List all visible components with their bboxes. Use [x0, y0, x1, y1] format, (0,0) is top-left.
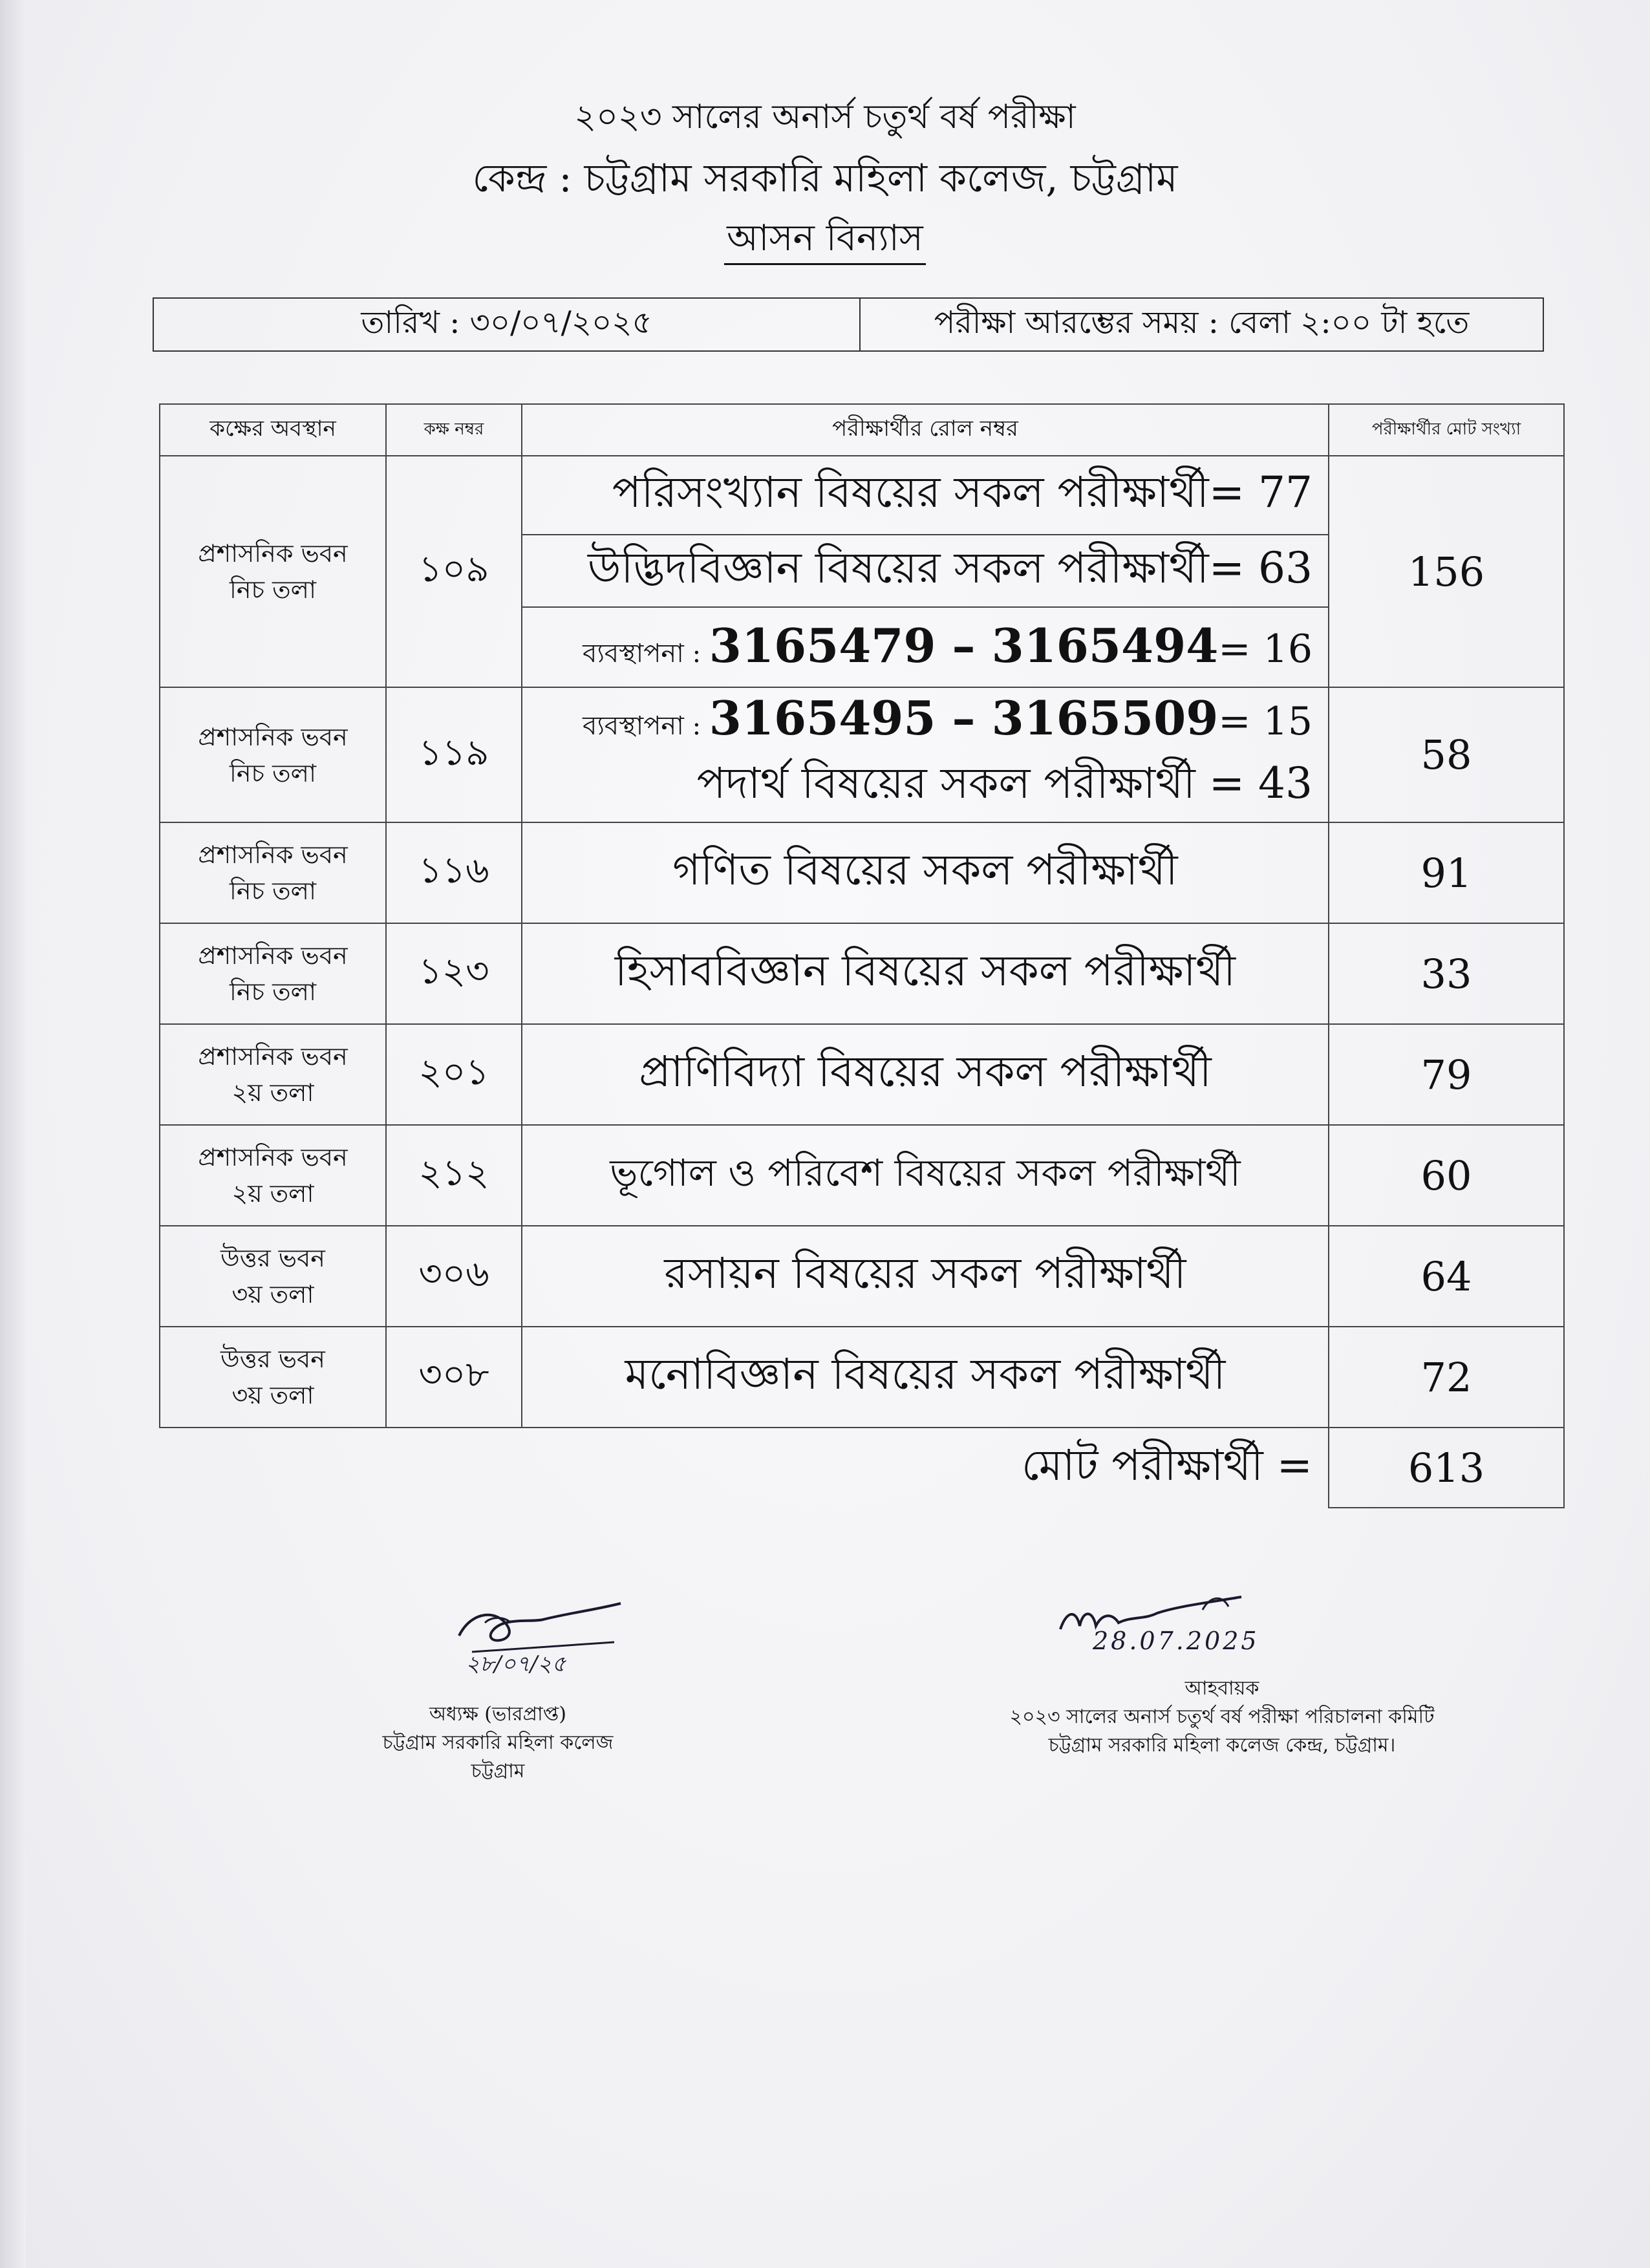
- student-count: 79: [1329, 1024, 1564, 1125]
- location-cell: [160, 1327, 386, 1428]
- convener-committee: ২০২৩ সালের অনার্স চতুর্থ বর্ষ পরীক্ষা পরিচালনা কমিটি: [1009, 1706, 1435, 1728]
- total-label: মোট পরীক্ষার্থী =: [160, 1428, 1329, 1508]
- location-floor: ৩য় তলা: [231, 1280, 314, 1309]
- room-number: ১২৩: [386, 923, 522, 1024]
- table-row: [160, 1024, 1564, 1125]
- room-number: ২০১: [386, 1024, 522, 1125]
- location-cell: [160, 687, 386, 822]
- seat-plan-table: [159, 403, 1565, 1508]
- roll-line: উদ্ভিদবিজ্ঞান বিষয়ের সকল পরীক্ষার্থী= 63: [522, 535, 1329, 607]
- header-total: পরীক্ষার্থীর মোট সংখ্যা: [1329, 404, 1564, 456]
- total-row: [160, 1428, 1564, 1508]
- location-building: প্রশাসনিক ভবন: [198, 1042, 348, 1071]
- room-number: ৩০৬: [386, 1226, 522, 1327]
- exam-date: তারিখ : ৩০/০৭/২০২৫: [154, 299, 861, 350]
- location-floor: নিচ তলা: [230, 575, 316, 604]
- table-row: [160, 456, 1564, 535]
- table-row: [160, 1327, 1564, 1428]
- table-row: [160, 1125, 1564, 1226]
- student-count: 60: [1329, 1125, 1564, 1226]
- location-building: প্রশাসনিক ভবন: [198, 722, 348, 751]
- location-floor: নিচ তলা: [230, 877, 316, 905]
- location-building: প্রশাসনিক ভবন: [198, 539, 348, 568]
- roll-description: ভূগোল ও পরিবেশ বিষয়ের সকল পরীক্ষার্থী: [522, 1125, 1329, 1226]
- roll-range: 3165479 – 3165494: [709, 618, 1219, 673]
- range-count: = 15: [1218, 698, 1312, 744]
- seat-plan-heading: [0, 210, 1650, 271]
- student-count: 64: [1329, 1226, 1564, 1327]
- range-count: = 16: [1218, 626, 1312, 672]
- roll-range: 3165495 – 3165509: [709, 690, 1219, 745]
- principal-city: চট্টগ্রাম: [471, 1760, 525, 1782]
- location-floor: ২য় তলা: [231, 1179, 314, 1208]
- student-count: 33: [1329, 923, 1564, 1024]
- table-row: [160, 687, 1564, 751]
- student-count: 91: [1329, 822, 1564, 923]
- roll-description: মনোবিজ্ঞান বিষয়ের সকল পরীক্ষার্থী: [522, 1327, 1329, 1428]
- location-floor: ২য় তলা: [231, 1078, 314, 1107]
- convener-signature-block: [892, 1674, 1552, 1760]
- location-building: প্রশাসনিক ভবন: [198, 941, 348, 970]
- roll-description: হিসাববিজ্ঞান বিষয়ের সকল পরীক্ষার্থী: [522, 923, 1329, 1024]
- principal-signature-date: ২৮/০৭/২৫: [466, 1651, 566, 1677]
- date-time-bar: [153, 297, 1544, 352]
- principal-title: অধ্যক্ষ (ভারপ্রাপ্ত): [429, 1703, 567, 1726]
- scan-edge: [0, 0, 26, 2268]
- student-count: 72: [1329, 1327, 1564, 1428]
- grand-total: 613: [1329, 1428, 1564, 1508]
- subject-label: ব্যবস্থাপনা :: [583, 711, 709, 741]
- student-count: 156: [1329, 456, 1564, 687]
- location-cell: [160, 456, 386, 687]
- table-row: [160, 822, 1564, 923]
- subject-label: ব্যবস্থাপনা :: [583, 639, 709, 669]
- convener-college: চট্টগ্রাম সরকারি মহিলা কলেজ কেন্দ্র, চট্টগ্রাম।: [1048, 1734, 1396, 1757]
- roll-description: প্রাণিবিদ্যা বিষয়ের সকল পরীক্ষার্থী: [522, 1024, 1329, 1125]
- location-floor: নিচ তলা: [230, 978, 316, 1006]
- student-count: 58: [1329, 687, 1564, 822]
- location-floor: ৩য় তলা: [231, 1381, 314, 1409]
- center-name: কেন্দ্র : চট্টগ্রাম সরকারি মহিলা কলেজ, চট্টগ্রাম: [472, 156, 1178, 201]
- table-row: [160, 1226, 1564, 1327]
- roll-range-line: [522, 607, 1329, 687]
- principal-signature-block: [336, 1700, 659, 1786]
- room-number: ১১৬: [386, 822, 522, 923]
- location-cell: [160, 923, 386, 1024]
- room-number: ৩০৮: [386, 1327, 522, 1428]
- location-building: উত্তর ভবন: [220, 1244, 325, 1272]
- header-roll: পরীক্ষার্থীর রোল নম্বর: [522, 404, 1329, 456]
- convener-signature-date: 28.07.2025: [1093, 1627, 1259, 1655]
- roll-description: রসায়ন বিষয়ের সকল পরীক্ষার্থী: [522, 1226, 1329, 1327]
- location-floor: নিচ তলা: [230, 758, 316, 787]
- roll-line: পরিসংখ্যান বিষয়ের সকল পরীক্ষার্থী= 77: [522, 456, 1329, 535]
- location-building: উত্তর ভবন: [220, 1345, 325, 1373]
- convener-title: আহবায়ক: [1184, 1677, 1259, 1700]
- header-room: কক্ষ নম্বর: [386, 404, 522, 456]
- exam-start-time: পরীক্ষা আরম্ভের সময় : বেলা ২:০০ টা হতে: [934, 304, 1470, 341]
- location-cell: [160, 1024, 386, 1125]
- room-number: ১০৯: [386, 456, 522, 687]
- table-row: [160, 923, 1564, 1024]
- exam-title: ২০২৩ সালের অনার্স চতুর্থ বর্ষ পরীক্ষা: [574, 98, 1076, 136]
- table-header-row: [160, 404, 1564, 456]
- principal-college: চট্টগ্রাম সরকারি মহিলা কলেজ: [382, 1731, 614, 1754]
- location-cell: [160, 1226, 386, 1327]
- location-building: প্রশাসনিক ভবন: [198, 840, 348, 869]
- header-location: কক্ষের অবস্থান: [160, 404, 386, 456]
- roll-description: গণিত বিষয়ের সকল পরীক্ষার্থী: [522, 822, 1329, 923]
- location-cell: [160, 822, 386, 923]
- room-number: ২১২: [386, 1125, 522, 1226]
- location-building: প্রশাসনিক ভবন: [198, 1143, 348, 1171]
- location-cell: [160, 1125, 386, 1226]
- seat-plan-heading-text: আসন বিন্যাস: [724, 217, 926, 265]
- roll-range-line: [522, 687, 1329, 751]
- roll-line: পদার্থ বিষয়ের সকল পরীক্ষার্থী = 43: [522, 751, 1329, 822]
- room-number: ১১৯: [386, 687, 522, 822]
